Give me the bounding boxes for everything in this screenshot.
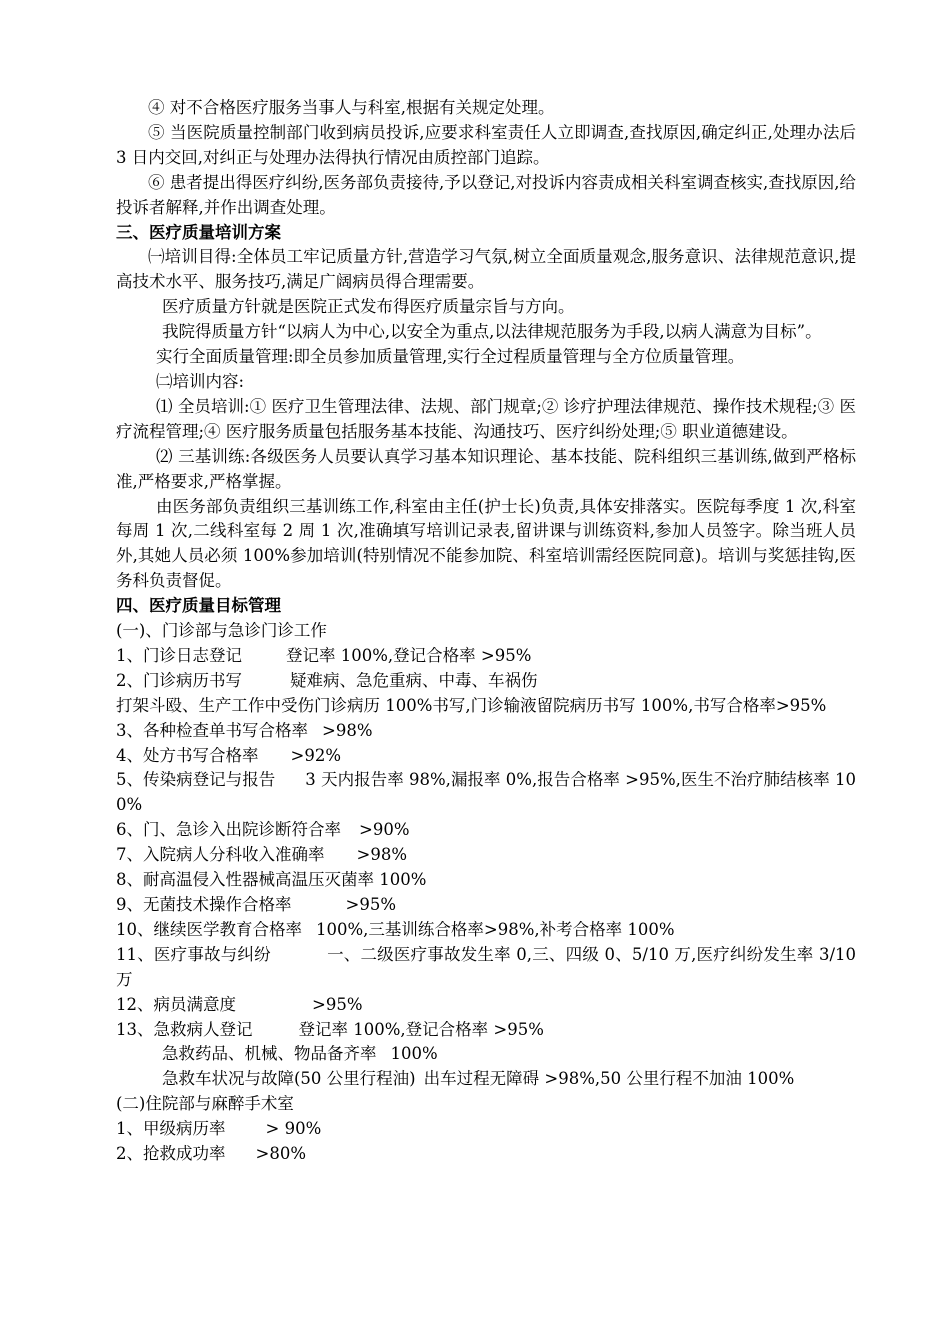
target-name: 急救车状况与故障(50 公里行程油) xyxy=(162,1069,416,1089)
target-value: >92% xyxy=(290,745,341,765)
target-value: > 90% xyxy=(265,1119,322,1139)
training-content-title: ㈡培训内容: xyxy=(156,371,245,391)
target-value: >90% xyxy=(359,820,410,840)
paragraph-item-5: ⑤ 当医院质量控制部门收到病员投诉,应要求科室责任人立即调查,查找原因,确定纠正,处理办法后 3 日内交回,对纠正与处理办法得执行情况由质控部门追踪。 xyxy=(116,122,856,167)
target-name: 7、入院病人分科收入准确率 xyxy=(116,845,325,865)
target-name: 9、无菌技术操作合格率 xyxy=(116,895,292,914)
paragraph-item-6: ⑥ 患者提出得医疗纠纷,医务部负责接待,予以登记,对投诉内容责成相关科室调查核实,查找原因,给投诉者解释,并作出调查处理。 xyxy=(116,172,856,217)
target-name: 11、医疗事故与纠纷 xyxy=(116,944,271,964)
target-value: >95% xyxy=(345,895,396,914)
training-item-2: ⑵ 三基训练:各级医务人员要认真学习基本知识理论、基本技能、院科组织三基训练,做到严格标准,严格要求,严格掌握。 xyxy=(116,446,856,491)
target-value: >98% xyxy=(356,845,407,865)
target-item xyxy=(116,1018,856,1043)
target-value: 出车过程无障碍 >98%,50 公里行程不加油 100% xyxy=(423,1069,795,1089)
target-name: 3、各种检查单书写合格率 xyxy=(116,720,308,740)
target-sub-item xyxy=(116,1067,856,1092)
target-item xyxy=(116,768,856,818)
target-value: >98% xyxy=(322,720,373,740)
document-page xyxy=(116,96,856,1167)
target-name: 10、继续医学教育合格率 xyxy=(116,919,302,939)
target-name: 12、病员满意度 xyxy=(116,994,236,1014)
target-item: 8、耐高温侵入性器械高温压灭菌率 100% xyxy=(116,870,427,890)
target-item xyxy=(116,818,856,843)
target-name: 2、抢救成功率 xyxy=(116,1144,226,1164)
target-item xyxy=(116,644,856,669)
target-name: 1、甲级病历率 xyxy=(116,1119,226,1139)
training-item-1: ⑴ 全员培训:① 医疗卫生管理法律、法规、部门规章;② 诊疗护理法律规范、操作技术规程;③ 医疗流程管理;④ 医疗服务质量包括服务基本技能、沟通技巧、医疗纠纷处理;⑤ 职业道德建设。 xyxy=(116,396,856,441)
target-name: 1、门诊日志登记 xyxy=(116,645,242,665)
target-name: 13、急救病人登记 xyxy=(116,1019,253,1039)
target-item xyxy=(116,918,856,943)
total-quality-management: 实行全面质量管理:即全员参加质量管理,实行全过程质量管理与全方位质量管理。 xyxy=(156,347,745,367)
training-arrangement: 由医务部负责组织三基训练工作,科室由主任(护士长)负责,具体安排落实。医院每季度 1 次,科室每周 1 次,二线科室每 2 周 1 次,准确填写培训记录表,留讲课与训练资料,参加人员签字。除当班人员外,其她人员必须 100%参加培训(特别情况不能参加院、科室培训需经医院同意)。培训与奖惩挂钩,医务科负责督促。 xyxy=(116,496,856,591)
target-value: 一、二级医疗事故发生率 0,三、四级 0、5/10 万,医疗纠纷发生率 3/10 万 xyxy=(116,944,857,989)
subsection-inpatient: (二)住院部与麻醉手术室 xyxy=(116,1094,294,1114)
target-item xyxy=(116,943,856,993)
quality-policy: 我院得质量方针“以病人为中心,以安全为重点,以法律规范服务为手段,以病人满意为目标”。 xyxy=(162,322,822,342)
target-value: 3 天内报告率 98%,漏报率 0%,报告合格率 >95%,医生不治疗肺结核率 100% xyxy=(116,770,856,815)
target-item xyxy=(116,893,856,918)
target-value: 100% xyxy=(390,1044,438,1064)
target-value: >95% xyxy=(312,994,363,1014)
section-3-heading: 三、医疗质量培训方案 xyxy=(116,222,281,242)
section-4-heading: 四、医疗质量目标管理 xyxy=(116,596,281,616)
subsection-outpatient: (一)、门诊部与急诊门诊工作 xyxy=(116,621,327,641)
target-item xyxy=(116,1142,856,1167)
target-value: >80% xyxy=(255,1144,306,1164)
paragraph-item-4: ④ 对不合格医疗服务当事人与科室,根据有关规定处理。 xyxy=(148,98,555,117)
target-name: 5、传染病登记与报告 xyxy=(116,770,276,790)
target-value: 登记率 100%,登记合格率 >95% xyxy=(286,645,532,665)
target-item xyxy=(116,719,856,744)
target-name: 6、门、急诊入出院诊断符合率 xyxy=(116,820,341,840)
target-name: 急救药品、机械、物品备齐率 xyxy=(162,1044,377,1064)
target-item xyxy=(116,1117,856,1142)
target-item xyxy=(116,669,856,694)
target-item xyxy=(116,843,856,868)
target-value: 疑难病、急危重病、中毒、车祸伤 xyxy=(290,670,538,690)
target-item xyxy=(116,993,856,1018)
training-goal: ㈠培训目得:全体员工牢记质量方针,营造学习气氛,树立全面质量观念,服务意识、法律规范意识,提高技术水平、服务技巧,满足广阔病员得合理需要。 xyxy=(116,247,856,292)
target-name: 4、处方书写合格率 xyxy=(116,745,259,765)
target-value: 100%,三基训练合格率>98%,补考合格率 100% xyxy=(316,919,675,939)
target-name: 2、门诊病历书写 xyxy=(116,670,242,690)
target-item-continued: 打架斗殴、生产工作中受伤门诊病历 100%书写,门诊输液留院病历书写 100%,书写合格率>95% xyxy=(116,695,827,715)
target-value: 登记率 100%,登记合格率 >95% xyxy=(298,1019,544,1039)
target-item xyxy=(116,744,856,769)
quality-policy-definition: 医疗质量方针就是医院正式发布得医疗质量宗旨与方向。 xyxy=(162,297,575,317)
target-sub-item xyxy=(116,1042,856,1067)
